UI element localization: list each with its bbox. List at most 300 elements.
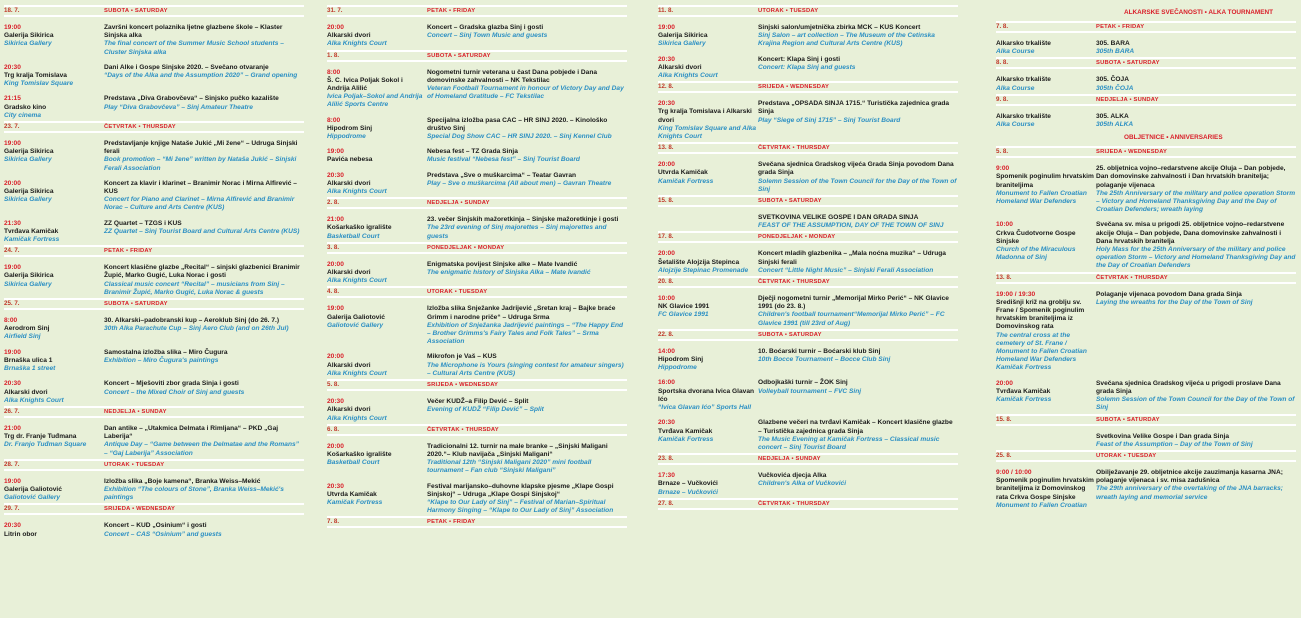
event-title-en: Concert: Klapa Sinj and guests	[758, 63, 856, 71]
event-title-en: 10th Bocce Tournament – Bocce Club Sinj	[758, 356, 891, 364]
event-location	[4, 349, 104, 374]
event-place: Spomenik poginulim hrvatskim braniteljima	[996, 173, 1094, 189]
event-time: 20:00	[327, 24, 344, 31]
day-header	[996, 414, 1296, 426]
event-time: 19:00	[4, 140, 21, 148]
day-header	[327, 242, 627, 254]
event-place-en: Alka Knights Court	[4, 396, 64, 404]
event-title-en: Antique Day – “Game between the Delmatae and the Romans” – “Gaj Laberija” Association	[104, 441, 299, 457]
event-place: Trg dr. Franje Tuđmana	[4, 433, 77, 441]
day-header	[658, 231, 958, 243]
event-time: 20:00	[658, 161, 675, 169]
event-location	[4, 264, 104, 297]
event-description	[427, 24, 627, 49]
day-block	[4, 121, 304, 244]
event-description	[758, 295, 958, 328]
event-place-en: Kamičak Fortress	[4, 236, 60, 244]
event-description	[104, 522, 304, 538]
day-block	[658, 453, 958, 497]
event-location	[327, 216, 427, 241]
day-date: 5. 8.	[327, 381, 340, 389]
day-header	[996, 450, 1296, 462]
event-title: Tradicionalni 12. turnir na male branke – „Sinjski Maligani 2020.“– Klub navijača „Sinjski Maligani“	[427, 442, 608, 458]
event-location	[996, 40, 1096, 56]
day-block	[327, 5, 627, 49]
event-location	[658, 472, 758, 497]
event-place-en: Monument to Fallen Croatian	[996, 501, 1087, 509]
event-title-en: “Klape to Our Lady of Sinj” – Festival of Marian–Spiritual Harmony Singing – “Klape to Our Lady of Sinj” Association	[427, 498, 614, 515]
event-time: 19:00	[4, 477, 21, 485]
event-description	[758, 250, 958, 275]
event-place: Galerija Sikirica	[4, 148, 54, 156]
event-description	[104, 95, 304, 120]
event-title: Festival marijansko–duhovne klapske pjesme „Klape Gospi Sinjskoj“ – Udruga „Klape Gospi Sinjskoj“	[427, 482, 614, 498]
event-location	[4, 180, 104, 213]
event-time: 20:00	[327, 442, 344, 450]
event-place-en: Hippodrome	[658, 364, 697, 372]
event-title: Svečana sv. misa u prigodi 25. obljetnice vojno–redarstvene akcije Oluja – Dan pobjede, Dana domovinske zahvalnosti i Dana hrvatskih branitelja	[1096, 221, 1285, 245]
event-title-en: FEAST OF THE ASSUMPTION, DAY OF THE TOWN OF SINJ	[758, 222, 944, 230]
day-header	[996, 272, 1296, 284]
event-title-en: Evening of KUDŽ “Filip Dević” – Split	[427, 406, 544, 414]
event-title-en: Solemn Session of the Town Council for the Day of the Town of Sinj	[758, 177, 957, 193]
event-title: Završni koncert polaznika ljetne glazbene škole – Klaster Sinjska alka	[104, 24, 283, 40]
event-location	[996, 76, 1096, 92]
event-title-en: Veteran Football Tournament in honour of Victory Day and Day of Homeland Gratitude – FC Tekstilac	[427, 85, 624, 101]
event-location	[996, 469, 1096, 510]
event-title: Izložba slika „Boje kamena“, Branka Weiss–Mekić	[104, 477, 261, 485]
event-place-en: Hippodrome	[327, 133, 366, 141]
event-place-en: The central cross at the cemetery of St. Frane / Monument to Fallen Croatian Homeland War Defenders Kamičak Fortress	[996, 331, 1087, 372]
day-header	[327, 516, 627, 528]
day-date: 3. 8.	[327, 243, 340, 251]
column-top-spacer	[4, 0, 304, 4]
event-place: Trg kralja Tomislava i Alkarski dvori	[658, 108, 752, 124]
event-place: Spomenik poginulim hrvatskim braniteljima iz Domovinskog rata Crkva Gospe Sinjske	[996, 477, 1094, 501]
event-place-en: “Ivica Glavan Ićo” Sports Hall	[658, 404, 752, 412]
day-header	[4, 459, 304, 471]
event-place: Alkarski dvori	[327, 32, 371, 40]
event-title: Obilježavanje 29. obljetnice akcije zauzimanja kasarna JNA; polaganje vijenaca i sv. misa zadušnica	[1096, 468, 1283, 485]
event-place-en: Alka Course	[996, 48, 1035, 56]
event-title-en: “Days of the Alka and the Assumption 2020” – Grand opening	[104, 72, 298, 80]
event-place: Alkarski dvori	[327, 406, 371, 414]
event-description	[758, 379, 958, 412]
event-description	[427, 483, 627, 516]
event-title: Dan antike – „Utakmica Delmata i Rimljana“ – PKD „Gaj Laberija“	[104, 424, 279, 441]
day-date: 13. 8.	[996, 273, 1012, 281]
event-title-en: Children's football tournament“Memorijal Mirko Perić” – FC Glavice 1991 (till 23rd of Aug)	[758, 311, 945, 327]
event-place-en: Alka Course	[996, 121, 1035, 129]
day-block	[327, 242, 627, 286]
event-item	[4, 180, 304, 213]
event-description	[758, 419, 958, 452]
event-place-en: Kamičak Fortress	[658, 435, 714, 443]
column-top-spacer	[658, 0, 958, 4]
event-place: Gradsko kino	[4, 103, 47, 111]
event-title: Vučkovića djecja Alka	[758, 472, 827, 480]
day-date: 26. 7.	[4, 407, 20, 415]
event-title-en: Play – Sve o muškarcima (All about men) – Gavran Theatre	[427, 179, 612, 187]
day-date: 15. 8.	[658, 197, 674, 205]
event-place: Galerija Galiotović	[4, 485, 62, 493]
event-time: 20:00	[658, 250, 675, 258]
event-place: Galerija Sikirica	[4, 32, 54, 40]
event-title: Večer KUDŽ–a Filip Dević – Split	[427, 398, 529, 406]
event-location	[4, 380, 104, 405]
event-time: 21:00	[4, 424, 21, 432]
event-place: Pavića nebesa	[327, 156, 373, 164]
event-title: Dani Alke i Gospe Sinjske 2020. – Svečano otvaranje	[104, 63, 269, 71]
event-description	[1096, 469, 1296, 510]
event-title-en: The enigmatic history of Sinjska Alka – Mate Ivandić	[427, 269, 591, 277]
event-title: Samostalna izložba slika – Miro Čugura	[104, 348, 228, 356]
event-title: SVETKOVINA VELIKE GOSPE I DAN GRADA SINJA	[758, 214, 919, 222]
event-place: Crkva Čudotvorne Gospe Sinjske	[996, 229, 1076, 245]
event-location	[327, 353, 427, 378]
day-block	[996, 450, 1296, 510]
event-place-en: Basketball Court	[327, 459, 380, 467]
day-name: UTORAK • TUESDAY	[1096, 452, 1157, 459]
event-title: Svečana sjednica Gradskog vijeća u prigodi proslave Dana grada Sinja	[1096, 379, 1281, 395]
event-place: Alkarski dvori	[327, 179, 371, 187]
day-name: NEDJELJA • SUNDAY	[758, 456, 821, 463]
event-title-en: Exhibition of Snježanka Jadrijević paintings – “The Happy End – Brother Grimms's Fairy Tales and Folk Tales” – Srma Association	[427, 321, 624, 346]
day-name: ČETVRTAK • THURSDAY	[758, 279, 830, 286]
day-block	[4, 5, 304, 120]
event-location	[658, 250, 758, 275]
day-block	[658, 5, 958, 80]
event-item	[658, 348, 958, 373]
event-place-en: Alka Knights Court	[658, 72, 718, 80]
day-header	[658, 81, 958, 93]
event-title: Predstava „Sve o muškarcima“ – Teatar Gavran	[427, 171, 577, 179]
event-description	[104, 64, 304, 89]
event-place-en: Monument to Fallen Croatian Homeland War Defenders	[996, 189, 1087, 206]
event-item	[4, 380, 304, 405]
day-name: SUBOTA • SATURDAY	[1096, 60, 1160, 67]
event-title-en: The Microphone is Yours (singing contest for amateur singers) – Cultural Arts Centre (KUS)	[427, 361, 624, 377]
event-place: Alkarski dvori	[327, 361, 371, 369]
day-block	[658, 195, 958, 230]
event-description	[427, 398, 627, 423]
event-time: 19:00	[4, 24, 21, 31]
event-place-en: Sikirica Gallery	[4, 40, 52, 48]
event-item	[327, 305, 627, 346]
event-item	[658, 295, 958, 328]
day-name: PONEDJELJAK • MONDAY	[758, 234, 836, 241]
event-place-en: Church of the Miraculous Madonna of Sinj	[996, 246, 1076, 262]
event-description	[427, 148, 627, 164]
day-date: 28. 7.	[4, 460, 20, 468]
day-header	[4, 503, 304, 515]
event-description	[758, 161, 958, 194]
event-place: Košarkaško igralište	[327, 450, 392, 458]
event-title-en: Concert – the Mixed Choir of Sinj and guests	[104, 388, 245, 396]
event-time: 10:00	[996, 221, 1013, 229]
day-header	[327, 286, 627, 298]
event-title-en: Concert – CAS “Osinium” and guests	[104, 530, 222, 538]
event-time: 20:00	[327, 353, 344, 361]
event-item	[4, 478, 304, 503]
event-place: Tvrđava Kamičak	[4, 227, 59, 235]
event-title-en: The Music Evening at Kamičak Fortress – Classical music concert – Sinj Tourist Board	[758, 435, 940, 451]
event-description	[104, 24, 304, 57]
event-place-en: Kamičak Fortress	[658, 177, 714, 185]
event-description	[104, 349, 304, 374]
event-description	[1096, 76, 1296, 92]
event-description	[1096, 113, 1296, 129]
event-title: Mikrofon je Vaš – KUS	[427, 353, 497, 361]
event-place-en: Alka Knights Court	[327, 188, 387, 196]
event-title-en: Traditional 12th “Sinjski Maligani 2020” mini football tournament – Fan club “Sinjski Maligani”	[427, 459, 592, 475]
event-description	[758, 100, 958, 141]
day-header	[327, 379, 627, 391]
day-block	[658, 142, 958, 194]
day-date: 24. 7.	[4, 247, 20, 255]
event-place-en: Brnaška 1 street	[4, 365, 56, 373]
event-item	[4, 64, 304, 89]
event-place-en: Galiotović Gallery	[327, 321, 384, 329]
day-date: 7. 8.	[327, 518, 340, 526]
event-location	[4, 95, 104, 120]
event-title: Nogometni turnir veterana u čast Dana pobjede i Dana domovinske zahvalnosti – NK Tekstilac	[427, 68, 598, 84]
event-title-en: Exhibition – Miro Čugura's paintings	[104, 356, 219, 364]
event-item	[327, 483, 627, 516]
day-name: ČETVRTAK • THURSDAY	[1096, 274, 1168, 281]
day-date: 25. 7.	[4, 300, 20, 308]
day-block	[996, 146, 1296, 270]
event-item	[4, 140, 304, 173]
event-location	[996, 433, 1096, 449]
event-title-en: The 23rd evening of Sinj majorettes – Sinj majorettes and guests	[427, 224, 607, 240]
event-title: Koncert – Mješoviti zbor grada Sinja i gosti	[104, 380, 239, 388]
day-header	[4, 245, 304, 257]
event-description	[758, 348, 958, 373]
day-block	[996, 57, 1296, 92]
event-location	[996, 380, 1096, 413]
event-title-en: 305th BARA	[1096, 48, 1135, 56]
event-place-en: Sikirica Gallery	[4, 280, 52, 288]
event-place: Hipodrom Sinj	[327, 124, 373, 132]
event-time: 20:30	[327, 482, 344, 490]
event-location	[327, 148, 427, 164]
day-date: 31. 7.	[327, 7, 343, 14]
event-location	[327, 443, 427, 476]
event-place-en: Alka Knights Court	[327, 414, 387, 422]
event-title: Glazbene večeri na tvrđavi Kamičak – Koncert klasične glazbe – Turistička zajednica grada Sinja	[758, 419, 953, 435]
day-block	[996, 414, 1296, 449]
event-location	[327, 69, 427, 110]
day-date: 12. 8.	[658, 83, 674, 91]
schedule-column-2	[327, 0, 627, 618]
section-title: OBLJETNICE • ANNIVERSARIES	[1124, 134, 1223, 142]
event-item	[658, 161, 958, 194]
event-description	[427, 216, 627, 241]
day-date: 1. 8.	[327, 51, 340, 59]
event-title-en: 305th ALKA	[1096, 121, 1134, 129]
event-description	[427, 172, 627, 197]
event-place-en: Brnaze – Vučkovići	[658, 488, 718, 496]
day-header	[658, 453, 958, 465]
event-place: Alkarsko trkalište	[996, 40, 1051, 47]
event-place-en: Alka Knights Court	[327, 40, 387, 48]
event-place-en: Sikirica Gallery	[4, 196, 52, 204]
day-date: 17. 8.	[658, 233, 674, 241]
day-block	[4, 459, 304, 503]
event-location	[658, 295, 758, 328]
event-place-en: Ivica Poljak–Sokol and Andrija Alilić Sports Centre	[327, 93, 423, 109]
day-header	[996, 21, 1296, 33]
event-item	[4, 317, 304, 342]
day-date: 6. 8.	[327, 425, 340, 433]
event-title: 30. Alkarski–padobranski kup – Aeroklub Sinj (do 26. 7.)	[104, 317, 280, 325]
event-title-en: ZZ Quartet – Sinj Tourist Board and Cultural Arts Centre (KUS)	[104, 227, 300, 235]
day-header	[327, 197, 627, 209]
event-location	[658, 214, 758, 230]
event-place-en: Sikirica Gallery	[658, 40, 706, 48]
event-place: Brnaška ulica 1	[4, 356, 53, 364]
event-title-en: Sinj Salon – art collection – The Museum of the Cetinska Krajina Region and Cultural Arts Centre (KUS)	[758, 32, 935, 48]
event-item	[996, 291, 1296, 373]
event-title: Koncert klasične glazbe „Recital“ – sinjski glazbenici Branimir Župić, Marko Gugić, Luka Norac i gosti	[104, 264, 300, 280]
event-place: Alkarski dvori	[658, 63, 702, 71]
day-name: PETAK • FRIDAY	[427, 8, 476, 14]
event-item	[4, 522, 304, 538]
day-date: 25. 8.	[996, 451, 1012, 459]
event-time: 20:30	[658, 419, 675, 427]
event-place: Košarkaško igralište	[327, 224, 392, 232]
event-place-en: Airfield Sinj	[4, 333, 41, 341]
event-place: Aerodrom Sinj	[4, 325, 50, 333]
day-block	[4, 503, 304, 538]
event-time: 21:15	[4, 95, 21, 103]
day-name: ČETVRTAK • THURSDAY	[104, 124, 176, 131]
event-item	[658, 100, 958, 141]
event-description	[758, 214, 958, 230]
event-title: Koncert: Klapa Sinj i gosti	[758, 55, 841, 63]
event-description	[104, 478, 304, 503]
event-title-en: Exhibition “The colours of Stone”, Branka Weiss–Mekić's paintings	[104, 485, 284, 502]
day-date: 15. 8.	[996, 415, 1012, 423]
day-name: SRIJEDA • WEDNESDAY	[427, 382, 499, 389]
event-title-en: Play “Siege of Sinj 1715” – Sinj Tourist Board	[758, 116, 901, 124]
column-top-spacer	[996, 0, 1296, 4]
event-item	[327, 24, 627, 49]
event-time: 16:00	[658, 379, 675, 387]
event-time: 20:30	[4, 522, 21, 530]
event-time: 10:00	[658, 295, 675, 303]
day-header	[327, 5, 627, 17]
event-title: Specijalna izložba pasa CAC – HR SINJ 2020. – Kinološko društvo Sinj	[427, 116, 608, 132]
event-time: 9:00 / 10:00	[996, 468, 1032, 476]
day-name: PETAK • FRIDAY	[1096, 24, 1145, 30]
event-time: 20:30	[327, 171, 344, 179]
event-time: 19:00	[658, 24, 675, 31]
event-title-en: The final concert of the Summer Music School students – Cluster Sinjska alka	[104, 40, 284, 56]
event-location	[327, 172, 427, 197]
event-place: Galerija Galiotović	[327, 313, 385, 321]
event-description	[1096, 433, 1296, 449]
day-name: NEDJELJA • SUNDAY	[104, 408, 167, 415]
event-time: 14:00	[658, 347, 675, 355]
event-time: 20:30	[4, 63, 21, 71]
day-date: 29. 7.	[4, 505, 20, 513]
day-header	[658, 329, 958, 341]
event-item	[327, 69, 627, 110]
event-description	[427, 117, 627, 142]
event-place: Litrin obor	[4, 530, 37, 538]
event-title: Izložba slika Snježanke Jadrijević „Sretan kraj – Bajke braće Grimm i narodne priče“ – Udruga Srma	[427, 305, 616, 321]
event-place: NK Glavice 1991	[658, 303, 710, 311]
day-name: PONEDJELJAK • MONDAY	[427, 244, 505, 251]
event-place: Utvrda Kamičak	[327, 490, 377, 498]
event-item	[658, 379, 958, 412]
day-date: 4. 8.	[327, 288, 340, 296]
event-description	[104, 180, 304, 213]
event-item	[658, 250, 958, 275]
day-block	[658, 276, 958, 328]
event-item	[327, 216, 627, 241]
event-item	[996, 40, 1296, 56]
day-name: SUBOTA • SATURDAY	[104, 8, 168, 14]
event-item	[4, 425, 304, 458]
event-title: Koncert za klavir i klarinet – Branimir Norac i Mirna Alfirević – KUS	[104, 179, 297, 196]
event-time: 19:00 / 19:30	[996, 290, 1036, 298]
day-block	[658, 231, 958, 275]
event-item	[658, 419, 958, 452]
event-time: 19:00	[4, 264, 21, 272]
event-time: 20:00	[327, 260, 344, 268]
day-date: 22. 8.	[658, 330, 674, 338]
event-place: Alkarski dvori	[4, 388, 48, 396]
day-name: SUBOTA • SATURDAY	[104, 301, 168, 308]
event-place: Alkarski dvori	[327, 269, 371, 277]
day-block	[327, 424, 627, 516]
event-title-en: Holy Mass for the 25th Anniversary of the military and police operation Storm – Victory and Homeland Thanksgiving Day and the Day of Croatian Defenders	[1096, 246, 1296, 270]
event-item	[327, 148, 627, 164]
event-location	[4, 522, 104, 538]
event-place-en: Alojzije Stepinac Promenade	[658, 266, 749, 274]
event-title: 10. Boćarski turnir – Boćarski klub Sinj	[758, 347, 881, 355]
event-place-en: Galiotović Gallery	[4, 494, 61, 502]
event-place: Alkarsko trkalište	[996, 76, 1051, 84]
event-place: Tvrđava Kamičak	[658, 427, 713, 435]
event-description	[427, 353, 627, 378]
day-name: PETAK • FRIDAY	[427, 519, 476, 526]
event-place: Utvrda Kamičak	[658, 169, 708, 177]
event-place-en: King Tomislav Square	[4, 80, 74, 88]
day-name: SRIJEDA • WEDNESDAY	[758, 84, 830, 91]
day-date: 13. 8.	[658, 144, 674, 152]
event-title-en: Book promotion – “Mi žene” written by Nataša Jukić – Sinjski Ferali Association	[104, 156, 297, 172]
event-location	[996, 221, 1096, 270]
event-title: Odbojkaški turnir – ŽOK Sinj	[758, 379, 848, 387]
event-description	[104, 317, 304, 342]
day-header	[4, 406, 304, 418]
day-name: SUBOTA • SATURDAY	[758, 198, 822, 205]
event-item	[996, 165, 1296, 214]
event-place-en: City cinema	[4, 111, 42, 119]
event-title-en: Concert “Little Night Music” – Sinjski Ferali Association	[758, 266, 934, 274]
day-block	[996, 272, 1296, 413]
day-block	[996, 94, 1296, 129]
event-location	[658, 419, 758, 452]
event-title: 305. ČOJA	[1096, 76, 1129, 84]
event-description	[427, 305, 627, 346]
event-item	[327, 443, 627, 476]
day-block	[996, 21, 1296, 56]
